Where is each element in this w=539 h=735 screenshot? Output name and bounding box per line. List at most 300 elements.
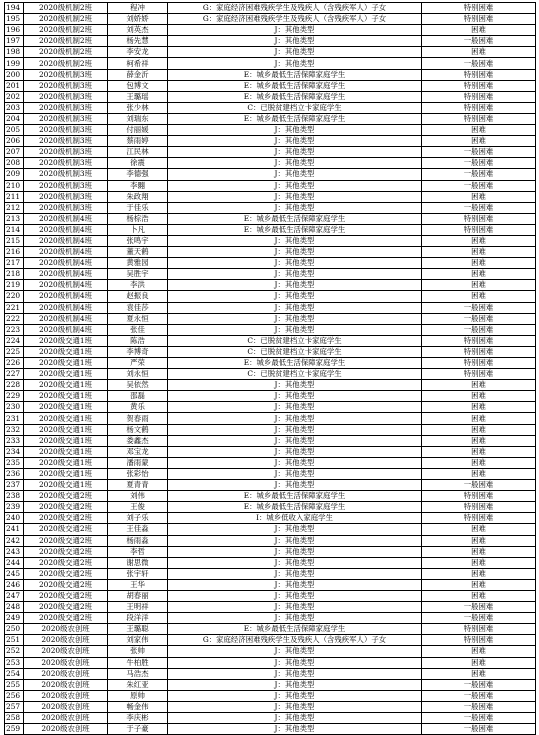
cell-difficulty-level: 困难	[422, 424, 536, 435]
cell-number: 251	[5, 635, 24, 646]
table-row	[5, 113, 536, 124]
cell-class: 2020级交通1班	[24, 424, 108, 435]
cell-class: 2020级交通1班	[24, 391, 108, 402]
cell-name: 刘英杰	[108, 25, 168, 36]
cell-difficulty-type: J：其他类型	[168, 435, 422, 446]
cell-class: 2020级交通1班	[24, 335, 108, 346]
table-row	[5, 335, 536, 346]
cell-difficulty-type: J：其他类型	[168, 258, 422, 269]
cell-difficulty-level: 特别困难	[422, 513, 536, 524]
cell-difficulty-type: J：其他类型	[168, 690, 422, 701]
cell-difficulty-level: 特别困难	[422, 358, 536, 369]
cell-number: 216	[5, 247, 24, 258]
table-row	[5, 169, 536, 180]
cell-class: 2020级机制3班	[24, 158, 108, 169]
cell-difficulty-level: 特别困难	[422, 102, 536, 113]
cell-name: 张少林	[108, 102, 168, 113]
cell-number: 255	[5, 679, 24, 690]
cell-name: 朱红亚	[108, 679, 168, 690]
table-row	[5, 158, 536, 169]
cell-number: 215	[5, 235, 24, 246]
cell-class: 2020级交通1班	[24, 468, 108, 479]
table-row	[5, 579, 536, 590]
cell-difficulty-type: J：其他类型	[168, 413, 422, 424]
cell-number: 221	[5, 302, 24, 313]
cell-difficulty-level: 困难	[422, 269, 536, 280]
cell-class: 2020级机制3班	[24, 147, 108, 158]
cell-name: 张佳	[108, 324, 168, 335]
cell-difficulty-type: J：其他类型	[168, 180, 422, 191]
table-row	[5, 546, 536, 557]
cell-class: 2020级农创班	[24, 690, 108, 701]
cell-difficulty-level: 困难	[422, 291, 536, 302]
cell-difficulty-level: 特别困难	[422, 213, 536, 224]
table-row	[5, 624, 536, 635]
cell-number: 256	[5, 690, 24, 701]
cell-name: 付丽媛	[108, 125, 168, 136]
cell-name: 柯希祥	[108, 58, 168, 69]
cell-difficulty-type: J：其他类型	[168, 391, 422, 402]
cell-class: 2020级机制3班	[24, 180, 108, 191]
cell-name: 刘瑞东	[108, 113, 168, 124]
cell-number: 199	[5, 58, 24, 69]
table-row	[5, 724, 536, 735]
cell-number: 249	[5, 613, 24, 624]
table-row	[5, 457, 536, 468]
cell-name: 李安龙	[108, 47, 168, 58]
cell-number: 220	[5, 291, 24, 302]
cell-number: 243	[5, 546, 24, 557]
cell-name: 董天鹤	[108, 247, 168, 258]
cell-class: 2020级机制4班	[24, 291, 108, 302]
cell-difficulty-type: J：其他类型	[168, 713, 422, 724]
cell-name: 王璐聪	[108, 624, 168, 635]
cell-difficulty-level: 特别困难	[422, 80, 536, 91]
table-row	[5, 47, 536, 58]
table-row	[5, 657, 536, 668]
cell-class: 2020级机制3班	[24, 125, 108, 136]
table-row	[5, 102, 536, 113]
cell-class: 2020级机制4班	[24, 258, 108, 269]
cell-class: 2020级交通2班	[24, 613, 108, 624]
cell-difficulty-type: E：城乡最低生活保障家庭学生	[168, 502, 422, 513]
cell-difficulty-level: 困难	[422, 191, 536, 202]
cell-difficulty-type: E：城乡最低生活保障家庭学生	[168, 491, 422, 502]
cell-difficulty-type: G：家庭经济困难残疾学生及残疾人（含残疾军人）子女	[168, 635, 422, 646]
table-row	[5, 14, 536, 25]
cell-class: 2020级交通1班	[24, 402, 108, 413]
cell-difficulty-type: J：其他类型	[168, 679, 422, 690]
cell-difficulty-level: 一般困难	[422, 36, 536, 47]
cell-difficulty-type: J：其他类型	[168, 36, 422, 47]
cell-name: 蔡雨婷	[108, 136, 168, 147]
cell-class: 2020级农创班	[24, 646, 108, 657]
cell-number: 223	[5, 324, 24, 335]
cell-difficulty-level: 特别困难	[422, 14, 536, 25]
cell-number: 259	[5, 724, 24, 735]
cell-difficulty-type: J：其他类型	[168, 524, 422, 535]
cell-number: 252	[5, 646, 24, 657]
cell-name: 陈浩	[108, 335, 168, 346]
cell-name: 王明祥	[108, 602, 168, 613]
cell-class: 2020级交通2班	[24, 513, 108, 524]
cell-difficulty-type: J：其他类型	[168, 147, 422, 158]
cell-number: 241	[5, 524, 24, 535]
cell-number: 198	[5, 47, 24, 58]
cell-number: 247	[5, 590, 24, 601]
cell-class: 2020级交通1班	[24, 413, 108, 424]
cell-name: 黄乐	[108, 402, 168, 413]
cell-difficulty-type: J：其他类型	[168, 457, 422, 468]
cell-number: 254	[5, 668, 24, 679]
student-aid-list	[4, 2, 535, 735]
cell-number: 208	[5, 158, 24, 169]
cell-difficulty-level: 困难	[422, 435, 536, 446]
cell-class: 2020级交通2班	[24, 579, 108, 590]
cell-number: 205	[5, 125, 24, 136]
cell-class: 2020级农创班	[24, 713, 108, 724]
cell-number: 248	[5, 602, 24, 613]
cell-difficulty-level: 困难	[422, 568, 536, 579]
cell-difficulty-type: J：其他类型	[168, 701, 422, 712]
cell-difficulty-type: E：城乡最低生活保障家庭学生	[168, 91, 422, 102]
cell-number: 242	[5, 535, 24, 546]
cell-difficulty-type: J：其他类型	[168, 58, 422, 69]
cell-difficulty-type: J：其他类型	[168, 313, 422, 324]
cell-number: 213	[5, 213, 24, 224]
cell-difficulty-type: J：其他类型	[168, 158, 422, 169]
cell-class: 2020级机制4班	[24, 235, 108, 246]
cell-class: 2020级机制4班	[24, 324, 108, 335]
table-row	[5, 346, 536, 357]
cell-difficulty-type: J：其他类型	[168, 546, 422, 557]
cell-difficulty-level: 困难	[422, 25, 536, 36]
cell-difficulty-type: J：其他类型	[168, 380, 422, 391]
cell-difficulty-type: J：其他类型	[168, 468, 422, 479]
cell-difficulty-type: J：其他类型	[168, 247, 422, 258]
cell-class: 2020级农创班	[24, 724, 108, 735]
cell-difficulty-type: J：其他类型	[168, 568, 422, 579]
cell-difficulty-level: 困难	[422, 646, 536, 657]
cell-number: 250	[5, 624, 24, 635]
cell-class: 2020级机制4班	[24, 313, 108, 324]
cell-name: 段洋洋	[108, 613, 168, 624]
cell-name: 李庆彬	[108, 713, 168, 724]
cell-class: 2020级交通1班	[24, 435, 108, 446]
table-row	[5, 91, 536, 102]
cell-number: 253	[5, 657, 24, 668]
cell-number: 231	[5, 413, 24, 424]
cell-class: 2020级交通2班	[24, 524, 108, 535]
cell-name: 朱政翔	[108, 191, 168, 202]
cell-difficulty-level: 一般困难	[422, 313, 536, 324]
cell-name: 赵振良	[108, 291, 168, 302]
cell-difficulty-type: J：其他类型	[168, 136, 422, 147]
cell-difficulty-type: J：其他类型	[168, 269, 422, 280]
cell-difficulty-level: 特别困难	[422, 3, 536, 14]
cell-number: 234	[5, 446, 24, 457]
cell-number: 245	[5, 568, 24, 579]
cell-difficulty-type: J：其他类型	[168, 169, 422, 180]
cell-difficulty-level: 困难	[422, 590, 536, 601]
cell-name: 邵磊	[108, 391, 168, 402]
cell-difficulty-level: 特别困难	[422, 113, 536, 124]
cell-difficulty-level: 困难	[422, 247, 536, 258]
table-row	[5, 701, 536, 712]
cell-difficulty-level: 特别困难	[422, 335, 536, 346]
cell-difficulty-level: 特别困难	[422, 624, 536, 635]
cell-name: 王佳淼	[108, 524, 168, 535]
cell-number: 230	[5, 402, 24, 413]
cell-class: 2020级农创班	[24, 657, 108, 668]
cell-class: 2020级交通2班	[24, 590, 108, 601]
cell-difficulty-type: J：其他类型	[168, 668, 422, 679]
cell-difficulty-level: 困难	[422, 136, 536, 147]
cell-class: 2020级交通2班	[24, 491, 108, 502]
cell-number: 196	[5, 25, 24, 36]
table-row	[5, 3, 536, 14]
cell-name: 张彩怡	[108, 468, 168, 479]
cell-class: 2020级农创班	[24, 624, 108, 635]
cell-name: 卜凡	[108, 224, 168, 235]
cell-name: 袁佳莎	[108, 302, 168, 313]
cell-difficulty-type: C：已脱贫建档立卡家庭学生	[168, 346, 422, 357]
cell-name: 杨棕浩	[108, 213, 168, 224]
cell-number: 219	[5, 280, 24, 291]
table-row	[5, 358, 536, 369]
cell-difficulty-level: 一般困难	[422, 58, 536, 69]
cell-difficulty-type: J：其他类型	[168, 302, 422, 313]
table-row	[5, 147, 536, 158]
cell-number: 235	[5, 457, 24, 468]
cell-class: 2020级交通2班	[24, 602, 108, 613]
cell-difficulty-type: J：其他类型	[168, 446, 422, 457]
cell-class: 2020级交通1班	[24, 446, 108, 457]
table-row	[5, 191, 536, 202]
cell-name: 严荣	[108, 358, 168, 369]
cell-number: 197	[5, 36, 24, 47]
cell-class: 2020级农创班	[24, 679, 108, 690]
cell-difficulty-type: G：家庭经济困难残疾学生及残疾人（含残疾军人）子女	[168, 14, 422, 25]
cell-difficulty-type: J：其他类型	[168, 402, 422, 413]
cell-difficulty-level: 一般困难	[422, 147, 536, 158]
table-row	[5, 258, 536, 269]
table-row	[5, 613, 536, 624]
cell-name: 娄鑫杰	[108, 435, 168, 446]
cell-difficulty-level: 一般困难	[422, 602, 536, 613]
cell-number: 227	[5, 369, 24, 380]
table-row	[5, 235, 536, 246]
cell-class: 2020级交通2班	[24, 535, 108, 546]
cell-class: 2020级机制3班	[24, 69, 108, 80]
cell-name: 包博文	[108, 80, 168, 91]
cell-difficulty-level: 困难	[422, 125, 536, 136]
cell-name: 薛金沂	[108, 69, 168, 80]
cell-difficulty-level: 一般困难	[422, 724, 536, 735]
cell-name: 牛柏胜	[108, 657, 168, 668]
cell-difficulty-level: 困难	[422, 579, 536, 590]
cell-class: 2020级机制2班	[24, 25, 108, 36]
cell-difficulty-type: J：其他类型	[168, 47, 422, 58]
table-row	[5, 369, 536, 380]
cell-class: 2020级交通2班	[24, 502, 108, 513]
cell-difficulty-type: E：城乡最低生活保障家庭学生	[168, 113, 422, 124]
table-row	[5, 646, 536, 657]
cell-class: 2020级机制2班	[24, 14, 108, 25]
cell-number: 200	[5, 69, 24, 80]
cell-name: 吴胜宇	[108, 269, 168, 280]
table-row	[5, 602, 536, 613]
table-row	[5, 69, 536, 80]
table-row	[5, 424, 536, 435]
table-row	[5, 668, 536, 679]
cell-class: 2020级交通1班	[24, 346, 108, 357]
cell-difficulty-type: C：已脱贫建档立卡家庭学生	[168, 102, 422, 113]
cell-difficulty-level: 一般困难	[422, 701, 536, 712]
cell-difficulty-level: 特别困难	[422, 635, 536, 646]
cell-difficulty-type: I：城乡低收入家庭学生	[168, 513, 422, 524]
cell-difficulty-level: 一般困难	[422, 324, 536, 335]
cell-class: 2020级交通1班	[24, 358, 108, 369]
cell-difficulty-type: J：其他类型	[168, 657, 422, 668]
table-body	[5, 3, 536, 735]
table-row	[5, 125, 536, 136]
cell-number: 207	[5, 147, 24, 158]
cell-class: 2020级农创班	[24, 668, 108, 679]
table-row	[5, 291, 536, 302]
cell-number: 214	[5, 224, 24, 235]
table-row	[5, 180, 536, 191]
cell-number: 229	[5, 391, 24, 402]
table-row	[5, 446, 536, 457]
table-row	[5, 280, 536, 291]
cell-difficulty-type: E：城乡最低生活保障家庭学生	[168, 69, 422, 80]
cell-difficulty-level: 特别困难	[422, 502, 536, 513]
cell-class: 2020级机制2班	[24, 47, 108, 58]
table-row	[5, 679, 536, 690]
cell-number: 209	[5, 169, 24, 180]
cell-class: 2020级机制3班	[24, 136, 108, 147]
cell-difficulty-type: J：其他类型	[168, 579, 422, 590]
cell-difficulty-level: 困难	[422, 446, 536, 457]
cell-class: 2020级机制4班	[24, 247, 108, 258]
cell-number: 232	[5, 424, 24, 435]
cell-number: 206	[5, 136, 24, 147]
cell-name: 吴依然	[108, 380, 168, 391]
table-row	[5, 202, 536, 213]
cell-name: 刘永恒	[108, 369, 168, 380]
cell-difficulty-type: J：其他类型	[168, 480, 422, 491]
cell-difficulty-type: J：其他类型	[168, 424, 422, 435]
cell-name: 马浩杰	[108, 668, 168, 679]
cell-name: 王华	[108, 579, 168, 590]
cell-difficulty-type: J：其他类型	[168, 25, 422, 36]
cell-name: 张宇轩	[108, 568, 168, 579]
cell-difficulty-level: 一般困难	[422, 180, 536, 191]
cell-class: 2020级交通2班	[24, 568, 108, 579]
table-row	[5, 468, 536, 479]
cell-class: 2020级机制2班	[24, 3, 108, 14]
cell-number: 226	[5, 358, 24, 369]
table-row	[5, 557, 536, 568]
cell-difficulty-level: 一般困难	[422, 713, 536, 724]
cell-difficulty-level: 特别困难	[422, 91, 536, 102]
cell-name: 刘伟	[108, 491, 168, 502]
cell-name: 刘家伟	[108, 635, 168, 646]
cell-name: 李翾	[108, 180, 168, 191]
cell-name: 胡春丽	[108, 590, 168, 601]
cell-number: 240	[5, 513, 24, 524]
cell-difficulty-level: 困难	[422, 457, 536, 468]
table-row	[5, 380, 536, 391]
cell-name: 杨文鹤	[108, 424, 168, 435]
cell-difficulty-level: 困难	[422, 47, 536, 58]
cell-class: 2020级机制3班	[24, 169, 108, 180]
cell-name: 李德强	[108, 169, 168, 180]
table-row	[5, 391, 536, 402]
cell-class: 2020级交通1班	[24, 457, 108, 468]
cell-name: 畅金伟	[108, 701, 168, 712]
cell-difficulty-level: 特别困难	[422, 491, 536, 502]
cell-difficulty-type: J：其他类型	[168, 557, 422, 568]
cell-name: 张帅	[108, 646, 168, 657]
cell-difficulty-level: 困难	[422, 258, 536, 269]
cell-class: 2020级农创班	[24, 701, 108, 712]
cell-difficulty-level: 一般困难	[422, 158, 536, 169]
cell-difficulty-type: E：城乡最低生活保障家庭学生	[168, 358, 422, 369]
cell-number: 224	[5, 335, 24, 346]
cell-class: 2020级机制3班	[24, 91, 108, 102]
cell-name: 程冲	[108, 3, 168, 14]
cell-number: 228	[5, 380, 24, 391]
cell-name: 王璐瑶	[108, 91, 168, 102]
cell-name: 李哲	[108, 546, 168, 557]
cell-name: 徐震	[108, 158, 168, 169]
table-row	[5, 224, 536, 235]
cell-number: 202	[5, 91, 24, 102]
cell-name: 夏永恒	[108, 313, 168, 324]
cell-number: 237	[5, 480, 24, 491]
cell-difficulty-type: J：其他类型	[168, 291, 422, 302]
cell-difficulty-type: J：其他类型	[168, 646, 422, 657]
table-row	[5, 58, 536, 69]
cell-name: 于子豪	[108, 724, 168, 735]
cell-class: 2020级机制3班	[24, 113, 108, 124]
cell-difficulty-level: 一般困难	[422, 202, 536, 213]
cell-number: 211	[5, 191, 24, 202]
table-row	[5, 80, 536, 91]
cell-number: 218	[5, 269, 24, 280]
cell-difficulty-level: 困难	[422, 280, 536, 291]
cell-difficulty-type: J：其他类型	[168, 125, 422, 136]
cell-difficulty-level: 一般困难	[422, 679, 536, 690]
cell-class: 2020级交通1班	[24, 369, 108, 380]
cell-name: 张鸣宇	[108, 235, 168, 246]
cell-difficulty-type: J：其他类型	[168, 535, 422, 546]
cell-class: 2020级机制3班	[24, 102, 108, 113]
cell-class: 2020级交通1班	[24, 480, 108, 491]
table-row	[5, 435, 536, 446]
cell-name: 原帅	[108, 690, 168, 701]
cell-number: 236	[5, 468, 24, 479]
cell-difficulty-level: 困难	[422, 391, 536, 402]
cell-class: 2020级机制3班	[24, 191, 108, 202]
cell-number: 238	[5, 491, 24, 502]
cell-number: 212	[5, 202, 24, 213]
table-row	[5, 635, 536, 646]
cell-number: 217	[5, 258, 24, 269]
cell-difficulty-level: 特别困难	[422, 369, 536, 380]
